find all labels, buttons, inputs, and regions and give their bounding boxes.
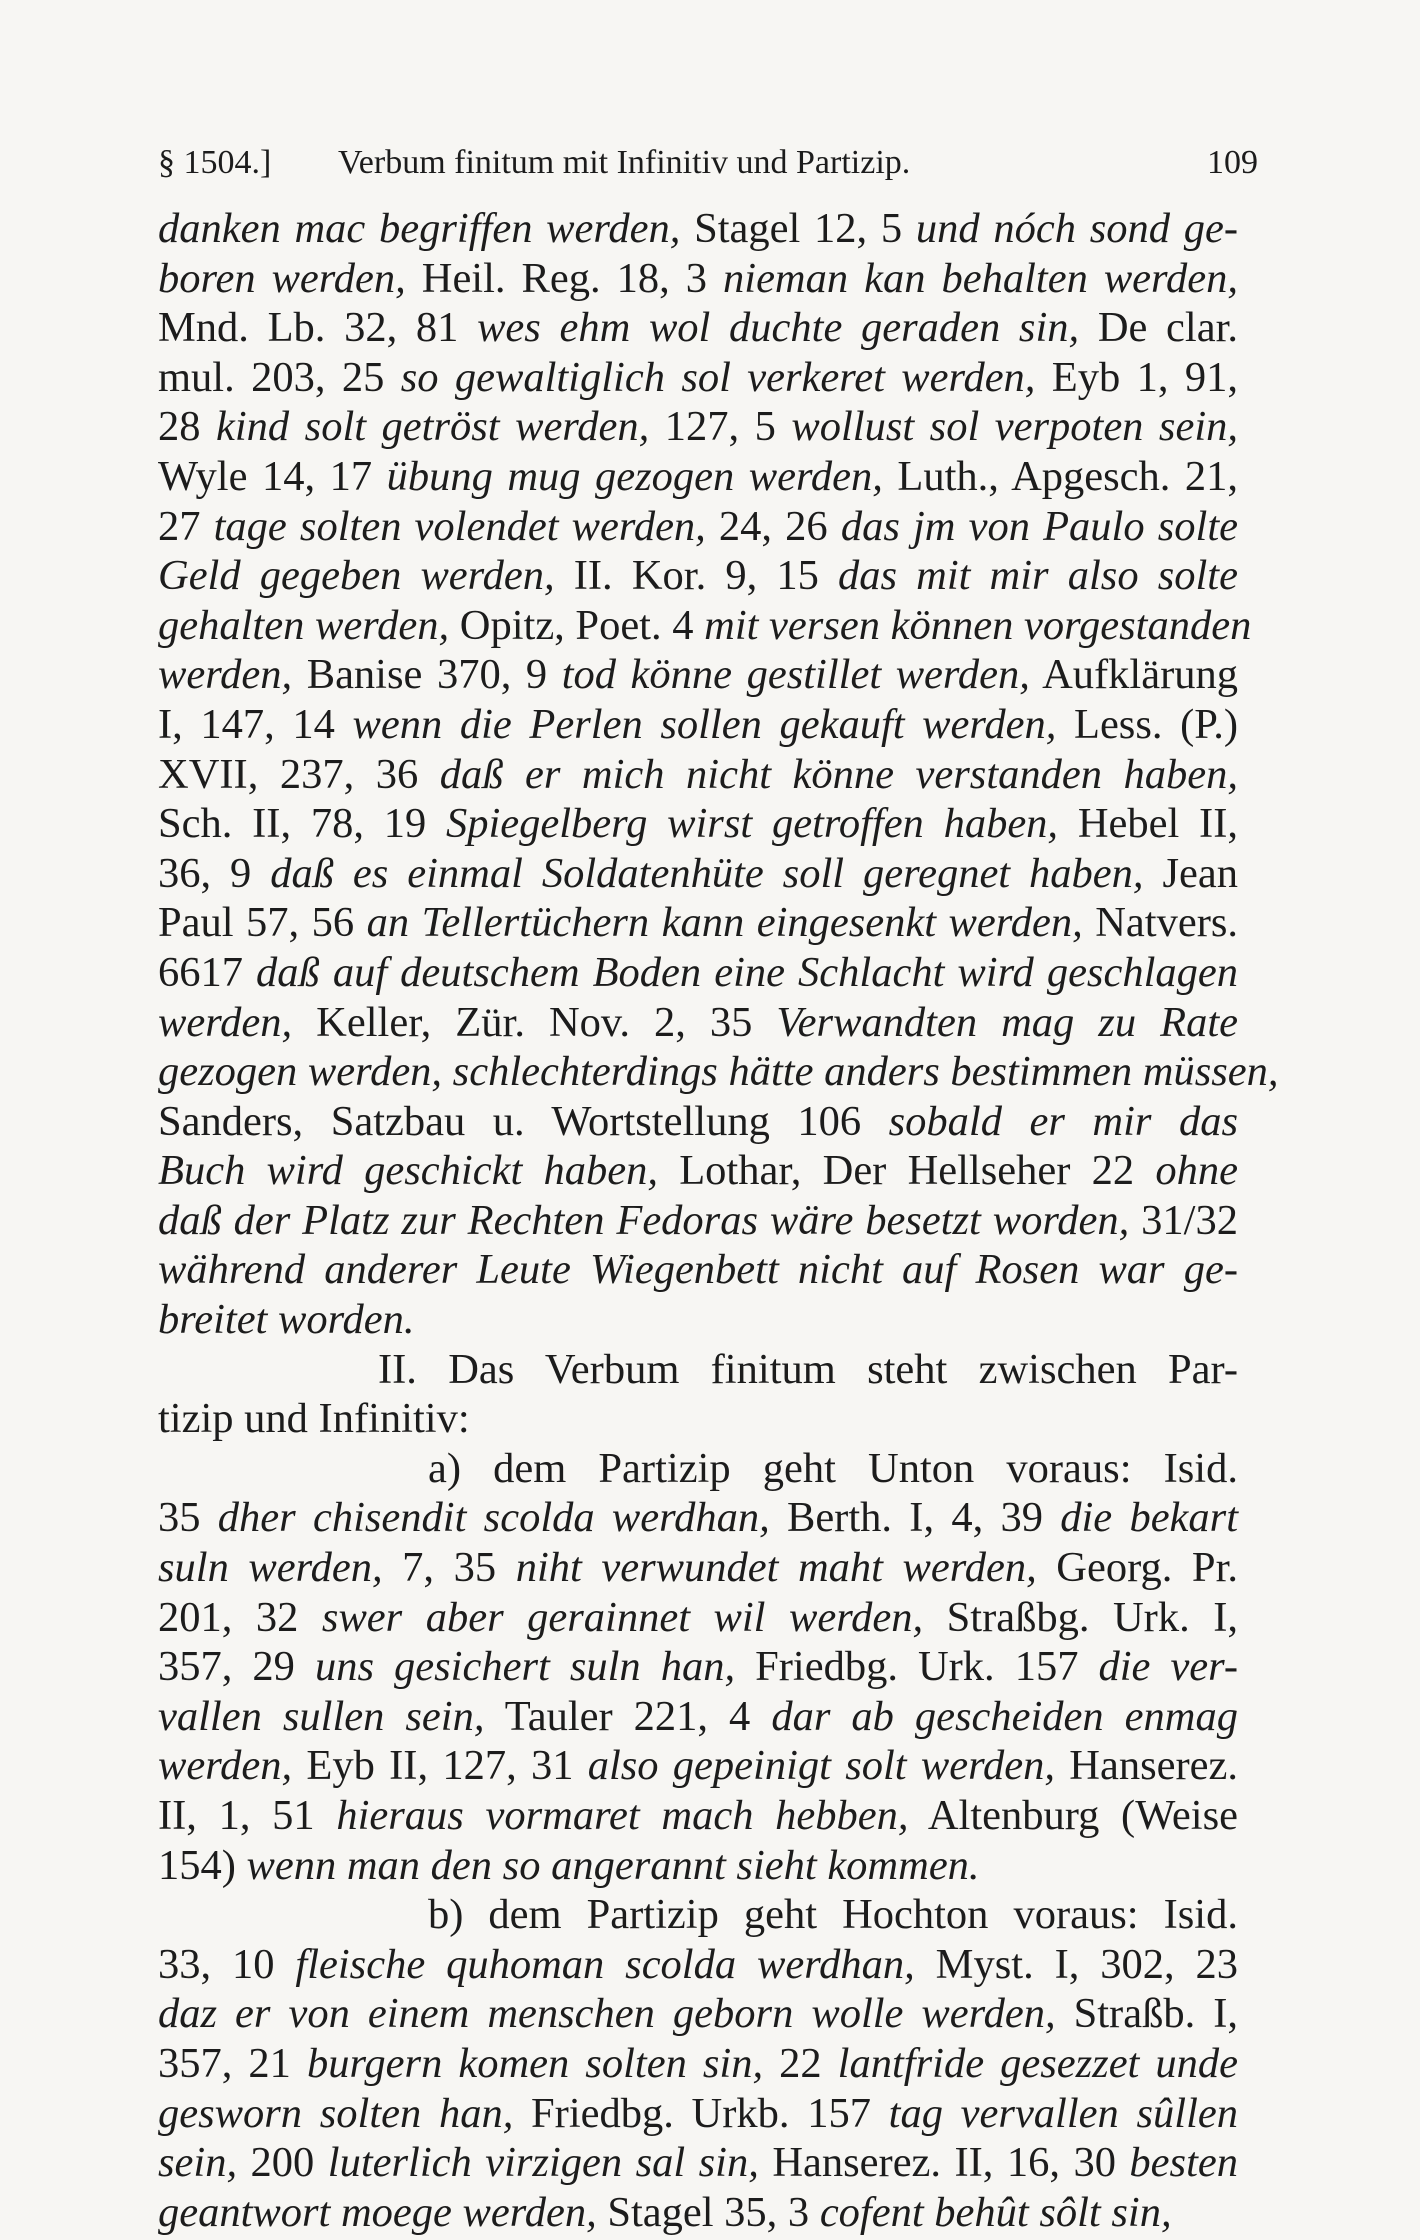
- italic-segment: daß es einmal Soldatenhüte soll geregnet haben,: [270, 849, 1144, 897]
- text-line: [158, 750, 1238, 800]
- text-line: [158, 1543, 1238, 1593]
- roman-segment: Friedbg. Urk. 157: [735, 1643, 1099, 1691]
- italic-segment: nieman kan behalten werden,: [723, 254, 1238, 302]
- text-line: [158, 799, 1238, 849]
- italic-segment: daß auf deutschem Boden eine Schlacht wird geschlagen: [256, 948, 1239, 996]
- roman-segment: Aufklärung: [1029, 651, 1238, 699]
- italic-segment: Spiegelberg wirst getroffen haben,: [445, 800, 1059, 848]
- roman-segment: Friedbg. Urkb. 157: [513, 2089, 889, 2137]
- roman-segment: 31/32: [1129, 1196, 1238, 1244]
- italic-segment: gesworn solten han,: [158, 2089, 514, 2137]
- text-line: [158, 700, 1238, 750]
- text-line: [158, 1196, 1238, 1246]
- roman-segment: Straßbg. Urk. I,: [923, 1593, 1239, 1641]
- roman-segment: Paul 57, 56: [158, 899, 367, 947]
- italic-segment: vallen sullen sein,: [158, 1692, 485, 1740]
- text-line: [158, 2039, 1238, 2089]
- italic-segment: wes ehm wol duchte geraden sin,: [477, 304, 1080, 352]
- italic-segment: werden,: [158, 998, 293, 1046]
- italic-segment: übung mug gezogen werden,: [386, 452, 883, 500]
- italic-segment: Verwandten mag zu Rate: [776, 998, 1238, 1046]
- roman-segment: mul. 203, 25: [158, 353, 401, 401]
- italic-segment: mit versen können vorgestanden: [704, 601, 1252, 649]
- italic-segment: swer aber gerainnet wil werden,: [321, 1593, 924, 1641]
- roman-segment: 357, 21: [158, 2039, 307, 2087]
- text-line: [158, 1741, 1238, 1791]
- text-line: [158, 551, 1238, 601]
- roman-segment: XVII, 237, 36: [158, 750, 440, 798]
- text-line: [158, 1642, 1238, 1692]
- italic-segment: burgern komen solten sin,: [306, 2039, 764, 2087]
- italic-segment: geantwort moege werden,: [158, 2188, 597, 2236]
- italic-segment: boren werden,: [158, 254, 406, 302]
- italic-segment: wenn die Perlen sollen gekauft werden,: [352, 700, 1057, 748]
- roman-segment: 27: [158, 502, 214, 550]
- text-line: [158, 601, 1252, 651]
- text-line: [158, 1245, 1238, 1295]
- roman-segment: Opitz, Poet. 4: [449, 601, 705, 649]
- italic-segment: das jm von Paulo solte: [840, 502, 1238, 550]
- italic-segment: uns gesichert suln han,: [314, 1643, 736, 1691]
- italic-segment: tag vervallen sûllen: [888, 2089, 1238, 2137]
- italic-segment: gehalten werden,: [158, 601, 450, 649]
- roman-segment: 200: [237, 2139, 328, 2187]
- roman-segment: Berth. I, 4, 39: [769, 1494, 1061, 1542]
- roman-segment: b) dem Partizip geht Hochton voraus: Isid.: [428, 1891, 1238, 1939]
- roman-segment: Stagel 12, 5: [680, 205, 916, 252]
- roman-segment: Tauler 221, 4: [484, 1692, 772, 1740]
- roman-segment: Hanserez. II, 16, 30: [758, 2139, 1130, 2187]
- text-line: [158, 1989, 1238, 2039]
- text-line: [158, 1890, 1238, 1940]
- italic-segment: dar ab gescheiden enmag: [771, 1692, 1238, 1740]
- roman-segment: I, 147, 14: [158, 700, 353, 748]
- roman-segment: Altenburg (Weise: [908, 1792, 1238, 1839]
- text-line: [158, 1345, 1238, 1395]
- roman-segment: Hebel II,: [1058, 800, 1238, 848]
- italic-segment: die ver-: [1098, 1643, 1239, 1691]
- text-line: [158, 1047, 1279, 1097]
- text-line: [158, 1295, 1238, 1345]
- text-line: [158, 303, 1238, 353]
- italic-segment: breitet worden.: [158, 1296, 415, 1344]
- roman-segment: Eyb II, 127, 31: [292, 1742, 588, 1790]
- italic-segment: das mit mir also solte: [837, 552, 1238, 600]
- roman-segment: Keller, Zür. Nov. 2, 35: [292, 998, 777, 1046]
- roman-segment: De clar.: [1079, 304, 1239, 352]
- roman-segment: tizip und Infinitiv:: [158, 1395, 470, 1443]
- italic-segment: tod könne gestillet werden,: [561, 651, 1030, 699]
- text-line: [158, 1394, 1238, 1444]
- italic-segment: besten: [1129, 2139, 1238, 2187]
- italic-segment: Buch wird geschickt haben,: [158, 1147, 658, 1195]
- roman-segment: Sch. II, 78, 19: [158, 800, 446, 848]
- italic-segment: tage solten volendet werden,: [213, 502, 706, 550]
- italic-segment: daß er mich nicht könne verstanden haben,: [439, 750, 1238, 798]
- roman-segment: II. Das Verbum finitum steht zwischen Par-: [378, 1345, 1238, 1393]
- text-line: [158, 1841, 1238, 1891]
- italic-segment: kind solt getröst werden,: [216, 403, 650, 451]
- roman-segment: a) dem Partizip geht Unton voraus: Isid.: [428, 1444, 1238, 1492]
- text-line: [158, 204, 1238, 254]
- roman-segment: Wyle 14, 17: [158, 452, 387, 500]
- roman-segment: Heil. Reg. 18, 3: [405, 254, 724, 302]
- text-line: [158, 1593, 1238, 1643]
- text-line: [158, 1444, 1238, 1494]
- roman-segment: 127, 5: [649, 403, 792, 451]
- section-mark: § 1504.]: [158, 144, 272, 181]
- text-line: [158, 1791, 1238, 1841]
- roman-segment: 28: [158, 403, 216, 451]
- italic-segment: also gepeinigt solt werden,: [587, 1742, 1056, 1790]
- italic-segment: wenn man den so angerannt sieht kommen.: [246, 1841, 980, 1889]
- page-number: 109: [1207, 144, 1258, 181]
- roman-segment: Natvers.: [1082, 899, 1239, 947]
- roman-segment: Hanserez.: [1055, 1742, 1238, 1790]
- italic-segment: daz er von einem menschen geborn wolle werden,: [158, 1990, 1056, 2038]
- text-line: [158, 353, 1238, 403]
- roman-segment: 22: [763, 2039, 838, 2087]
- roman-segment: Eyb 1, 91,: [1035, 353, 1238, 401]
- roman-segment: Luth., Apgesch. 21,: [882, 452, 1239, 500]
- italic-segment: an Tellertüchern kann eingesenkt werden,: [366, 899, 1083, 947]
- roman-segment: Mnd. Lb. 32, 81: [158, 304, 478, 352]
- italic-segment: wollust sol verpoten sein,: [791, 403, 1239, 451]
- italic-segment: suln werden,: [158, 1544, 383, 1592]
- roman-segment: 154): [158, 1841, 247, 1889]
- text-line: [158, 1146, 1238, 1196]
- italic-segment: niht verwundet maht werden,: [515, 1544, 1037, 1592]
- roman-segment: 35: [158, 1494, 218, 1542]
- text-line: [158, 502, 1238, 552]
- roman-segment: Stagel 35, 3: [596, 2188, 820, 2236]
- italic-segment: werden,: [158, 651, 293, 699]
- text-line: [158, 1493, 1238, 1543]
- italic-segment: werden,: [158, 1742, 293, 1790]
- text-line: [158, 948, 1238, 998]
- roman-segment: 33, 10: [158, 1940, 296, 1988]
- roman-segment: Less. (P.): [1056, 700, 1238, 748]
- italic-segment: fleische quhoman scolda werdhan,: [295, 1940, 915, 1988]
- italic-segment: die bekart: [1060, 1494, 1239, 1542]
- roman-segment: Sanders, Satzbau u. Wortstellung 106: [158, 1097, 889, 1145]
- italic-segment: Geld gegeben werden,: [158, 552, 555, 600]
- roman-segment: 201, 32: [158, 1593, 322, 1641]
- text-line: [158, 849, 1238, 899]
- italic-segment: und nóch sond ge-: [915, 205, 1239, 252]
- italic-segment: daß der Platz zur Rechten Fedoras wäre besetzt worden,: [158, 1196, 1130, 1244]
- text-line: [158, 1692, 1238, 1742]
- roman-segment: 6617: [158, 948, 257, 996]
- text-line: [158, 1940, 1238, 1990]
- roman-segment: 357, 29: [158, 1643, 315, 1691]
- text-line: [158, 2138, 1238, 2188]
- running-title: Verbum finitum mit Infinitiv und Partizip.: [338, 144, 911, 181]
- running-header: [158, 138, 1258, 188]
- text-line: [158, 650, 1238, 700]
- body-text: [158, 204, 1279, 2237]
- italic-segment: sobald er mir das: [888, 1097, 1238, 1145]
- roman-segment: II. Kor. 9, 15: [554, 552, 838, 600]
- roman-segment: 7, 35: [382, 1544, 516, 1592]
- italic-segment: während anderer Leute Wiegenbett nicht auf Rosen war ge-: [158, 1246, 1238, 1294]
- text-line: [158, 254, 1238, 304]
- italic-segment: cofent behût sôlt sin,: [819, 2188, 1172, 2236]
- roman-segment: II, 1, 51: [158, 1792, 337, 1839]
- italic-segment: hieraus vormaret mach hebben,: [336, 1792, 909, 1839]
- text-line: [158, 898, 1238, 948]
- italic-segment: luterlich virzigen sal sin,: [327, 2139, 759, 2187]
- roman-segment: Straßb. I,: [1055, 1990, 1238, 2038]
- roman-segment: Myst. I, 302, 23: [914, 1940, 1238, 1988]
- roman-segment: Lothar, Der Hellseher 22: [657, 1147, 1156, 1195]
- roman-segment: 36, 9: [158, 849, 271, 897]
- roman-segment: Jean: [1143, 849, 1238, 897]
- text-line: [158, 998, 1238, 1048]
- text-line: [158, 452, 1238, 502]
- roman-segment: Georg. Pr.: [1036, 1544, 1238, 1592]
- roman-segment: Banise 370, 9: [292, 651, 562, 699]
- text-line: [158, 402, 1238, 452]
- italic-segment: dher chisendit scolda werdhan,: [217, 1494, 770, 1542]
- italic-segment: gezogen werden, schlechterdings hätte anders bestimmen müssen,: [158, 1048, 1279, 1096]
- text-line: [158, 2188, 1238, 2238]
- italic-segment: sein,: [158, 2139, 238, 2187]
- roman-segment: 24, 26: [705, 502, 841, 550]
- text-line: [158, 2089, 1238, 2139]
- italic-segment: ohne: [1155, 1147, 1238, 1195]
- italic-segment: so gewaltiglich sol verkeret werden,: [400, 353, 1036, 401]
- italic-segment: danken mac begriffen werden,: [158, 205, 681, 252]
- text-line: [158, 1097, 1238, 1147]
- italic-segment: lantfride gesezzet unde: [837, 2039, 1239, 2087]
